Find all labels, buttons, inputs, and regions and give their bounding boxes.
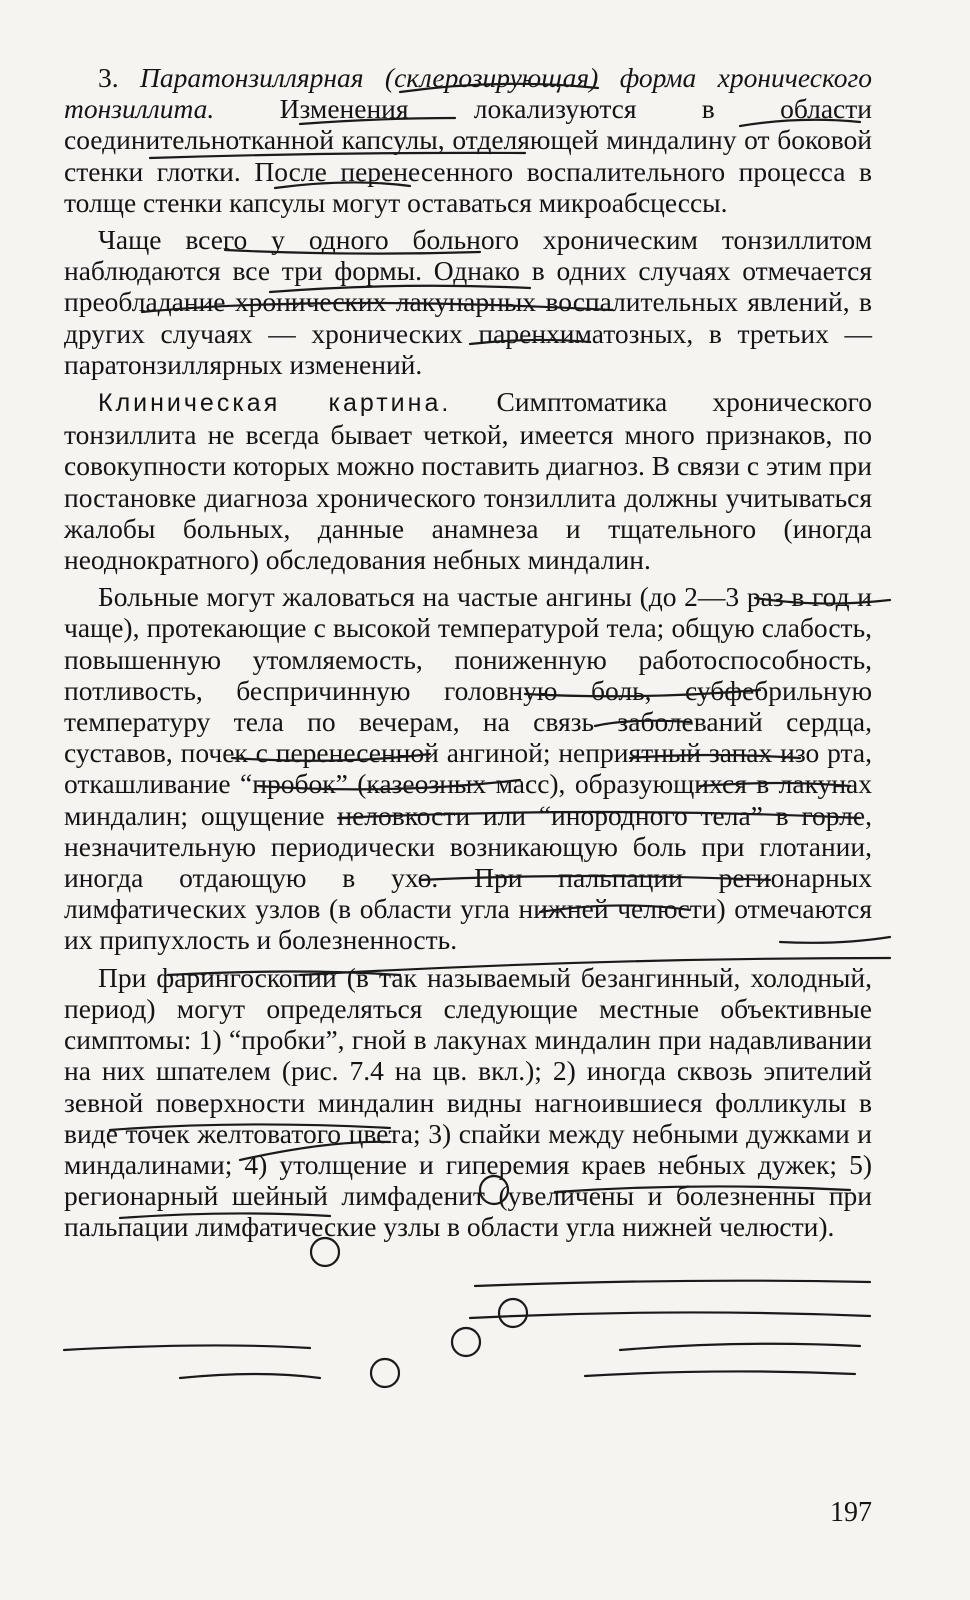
page-number: 197 xyxy=(830,1497,872,1528)
underline-mark xyxy=(475,1281,870,1286)
paragraph-text: Больные могут жаловаться на частые ангины (до 2—3 раз в год и чаще), протекающие с высокой температурой тела; общую слабость, повышенную утомляемость, пониженную работоспособность, потливость, беспричинную головную боль, субфебрильную температуру тела по вечерам, на связь заболеваний сердца, суставов, почек с перенесенной ангиной; неприятный запах изо рта, откашливание “пробок” (казеозных масс), образующихся в лакунах миндалин; ощущение неловкости или “инородного тела” в горле, незначительную периодически возникающую боль при глотании, иногда отдающую в ухо. При пальпации регионарных лимфатических узлов (в области угла нижней челюсти) отмечаются их припухлость и болезненность. xyxy=(64,581,872,956)
circled-number-mark xyxy=(452,1328,480,1356)
paragraph-text: При фарингоскопии (в так называемый безангинный, холодный, период) могут определяться следующие местные объективные симптомы: 1) “пробки”, гной в лакунах миндалин при надавливании на них шпателем (рис. 7.4 на цв. вкл.); 2) иногда сквозь эпителий зевной поверхности миндалин видны нагноившиеся фолликулы в виде точек желтоватого цвета; 3) спайки между небными дужками и миндалинами; 4) утолщение и гиперемия краев небных дужек; 5) регионарный шейный лимфаденит (увеличены и болезненны при пальпации лимфатические узлы в области угла нижней челюсти). xyxy=(64,961,872,1243)
underline-mark xyxy=(180,1374,320,1378)
paragraph-three-forms xyxy=(64,224,872,380)
underline-mark xyxy=(585,1371,855,1376)
body-text xyxy=(64,62,872,1249)
section-heading: Клиническая картина. xyxy=(98,389,452,418)
underline-mark xyxy=(470,1312,870,1318)
circled-number-mark xyxy=(499,1299,527,1327)
paragraph-text: Симптоматика хронического тонзиллита не всегда бывает четкой, имеется много признаков, по совокупности которых можно поставить диагноз. В связи с этим при постановке диагноза хронического тонзиллита должны учитываться жалобы больных, данные анамнеза и тщательного (иногда неоднократного) обследования небных миндалин. xyxy=(64,386,872,576)
circled-number-mark xyxy=(371,1359,399,1387)
underline-mark xyxy=(64,1345,310,1350)
paragraph-complaints xyxy=(64,581,872,955)
underline-mark xyxy=(620,1344,860,1350)
paragraph-text: Чаще всего у одного больного хроническим тонзиллитом наблюдаются все три формы. Однако в одних случаях отмечается преобладание хронических лакунарных воспалительных явлений, в других случаях — хронических паренхиматозных, в третьих — паратонзиллярных изменений. xyxy=(64,224,872,380)
paragraph-text: Изменения локализуются в области соединительнотканной капсулы, отделяющей миндалину от боковой стенки глотки. После перенесенного воспалительного процесса в толще стенки капсулы могут оставаться микроабсцессы. xyxy=(64,93,872,218)
paragraph-paratonsillar xyxy=(64,62,872,218)
paragraph-clinical-picture xyxy=(64,386,872,575)
italic-heading: Паратонзиллярная (склерозирующая) форма хронического тонзиллита. xyxy=(64,62,872,125)
paragraph-pharyngoscopy xyxy=(64,962,872,1243)
list-number: 3. xyxy=(98,62,119,93)
